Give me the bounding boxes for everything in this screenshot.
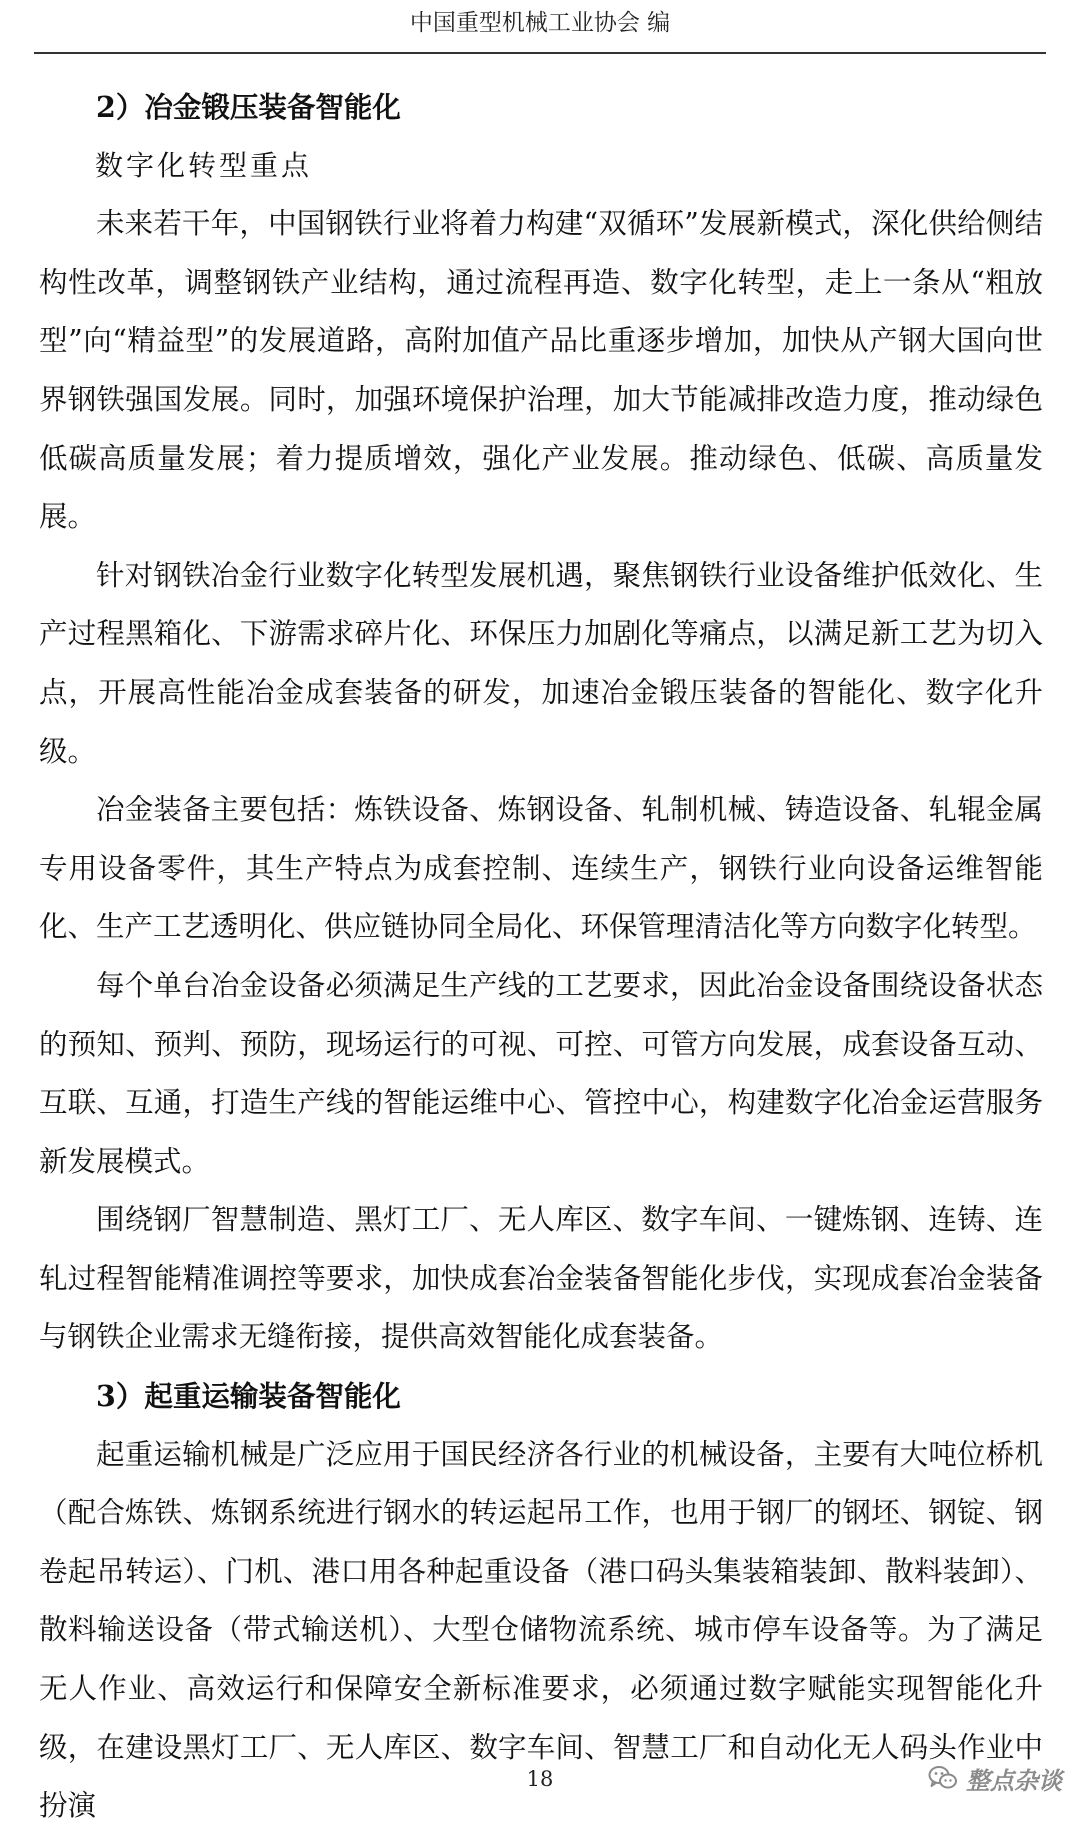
watermark <box>928 1760 1062 1796</box>
page-number: 18 <box>526 1767 554 1791</box>
paragraph: 针对钢铁冶金行业数字化转型发展机遇，聚焦钢铁行业设备维护低效化、生产过程黑箱化、下游需求碎片化、环保压力加剧化等痛点，以满足新工艺为切入点，开展高性能冶金成套装备的研发，加速冶金锻压装备的智能化、数字化升级。 <box>39 558 1043 768</box>
header-divider <box>34 52 1046 54</box>
watermark-text: 整点杂谈 <box>966 1766 1062 1795</box>
document-body <box>39 78 1043 1836</box>
paragraph: 起重运输机械是广泛应用于国民经济各行业的机械设备，主要有大吨位桥机（配合炼铁、炼钢系统进行钢水的转运起吊工作，也用于钢厂的钢坯、钢锭、钢卷起吊转运）、门机、港口用各种起重设备（港口码头集装箱装卸、散料装卸）、散料输送设备（带式输送机）、大型仓储物流系统、城市停车设备等。为了满足无人作业、高效运行和保障安全新标准要求，必须通过数字赋能实现智能化升级，在建设黑灯工厂、无人库区、数字车间、智慧工厂和自动化无人码头作业中扮演 <box>39 1437 1043 1823</box>
section-heading-2: 2）冶金锻压装备智能化 <box>96 90 401 124</box>
wechat-icon <box>928 1765 958 1791</box>
section-heading-3: 3）起重运输装备智能化 <box>96 1379 401 1414</box>
page-header: 中国重型机械工业协会 编 <box>409 10 671 36</box>
paragraph: 未来若干年，中国钢铁行业将着力构建“双循环”发展新模式，深化供给侧结构性改革，调整钢铁产业结构，通过流程再造、数字化转型，走上一条从“粗放型”向“精益型”的发展道路，高附加值产品比重逐步增加，加快从产钢大国向世界钢铁强国发展。同时，加强环境保护治理，加大节能减排改造力度，推动绿色低碳高质量发展；着力提质增效，强化产业发展。推动绿色、低碳、高质量发展。 <box>39 207 1043 534</box>
paragraph: 每个单台冶金设备必须满足生产线的工艺要求，因此冶金设备围绕设备状态的预知、预判、预防，现场运行的可视、可控、可管方向发展，成套设备互动、互联、互通，打造生产线的智能运维中心、管控中心，构建数字化冶金运营服务新发展模式。 <box>39 968 1043 1178</box>
paragraph: 冶金装备主要包括：炼铁设备、炼钢设备、轧制机械、铸造设备、轧辊金属专用设备零件，其生产特点为成套控制、连续生产，钢铁行业向设备运维智能化、生产工艺透明化、供应链协同全局化、环保管理清洁化等方向数字化转型。 <box>39 793 1043 944</box>
paragraph: 围绕钢厂智慧制造、黑灯工厂、无人库区、数字车间、一键炼钢、连铸、连轧过程智能精准调控等要求，加快成套冶金装备智能化步伐，实现成套冶金装备与钢铁企业需求无缝衔接，提供高效智能化成套装备。 <box>39 1203 1043 1354</box>
section-subheading: 数字化转型重点 <box>95 148 313 182</box>
